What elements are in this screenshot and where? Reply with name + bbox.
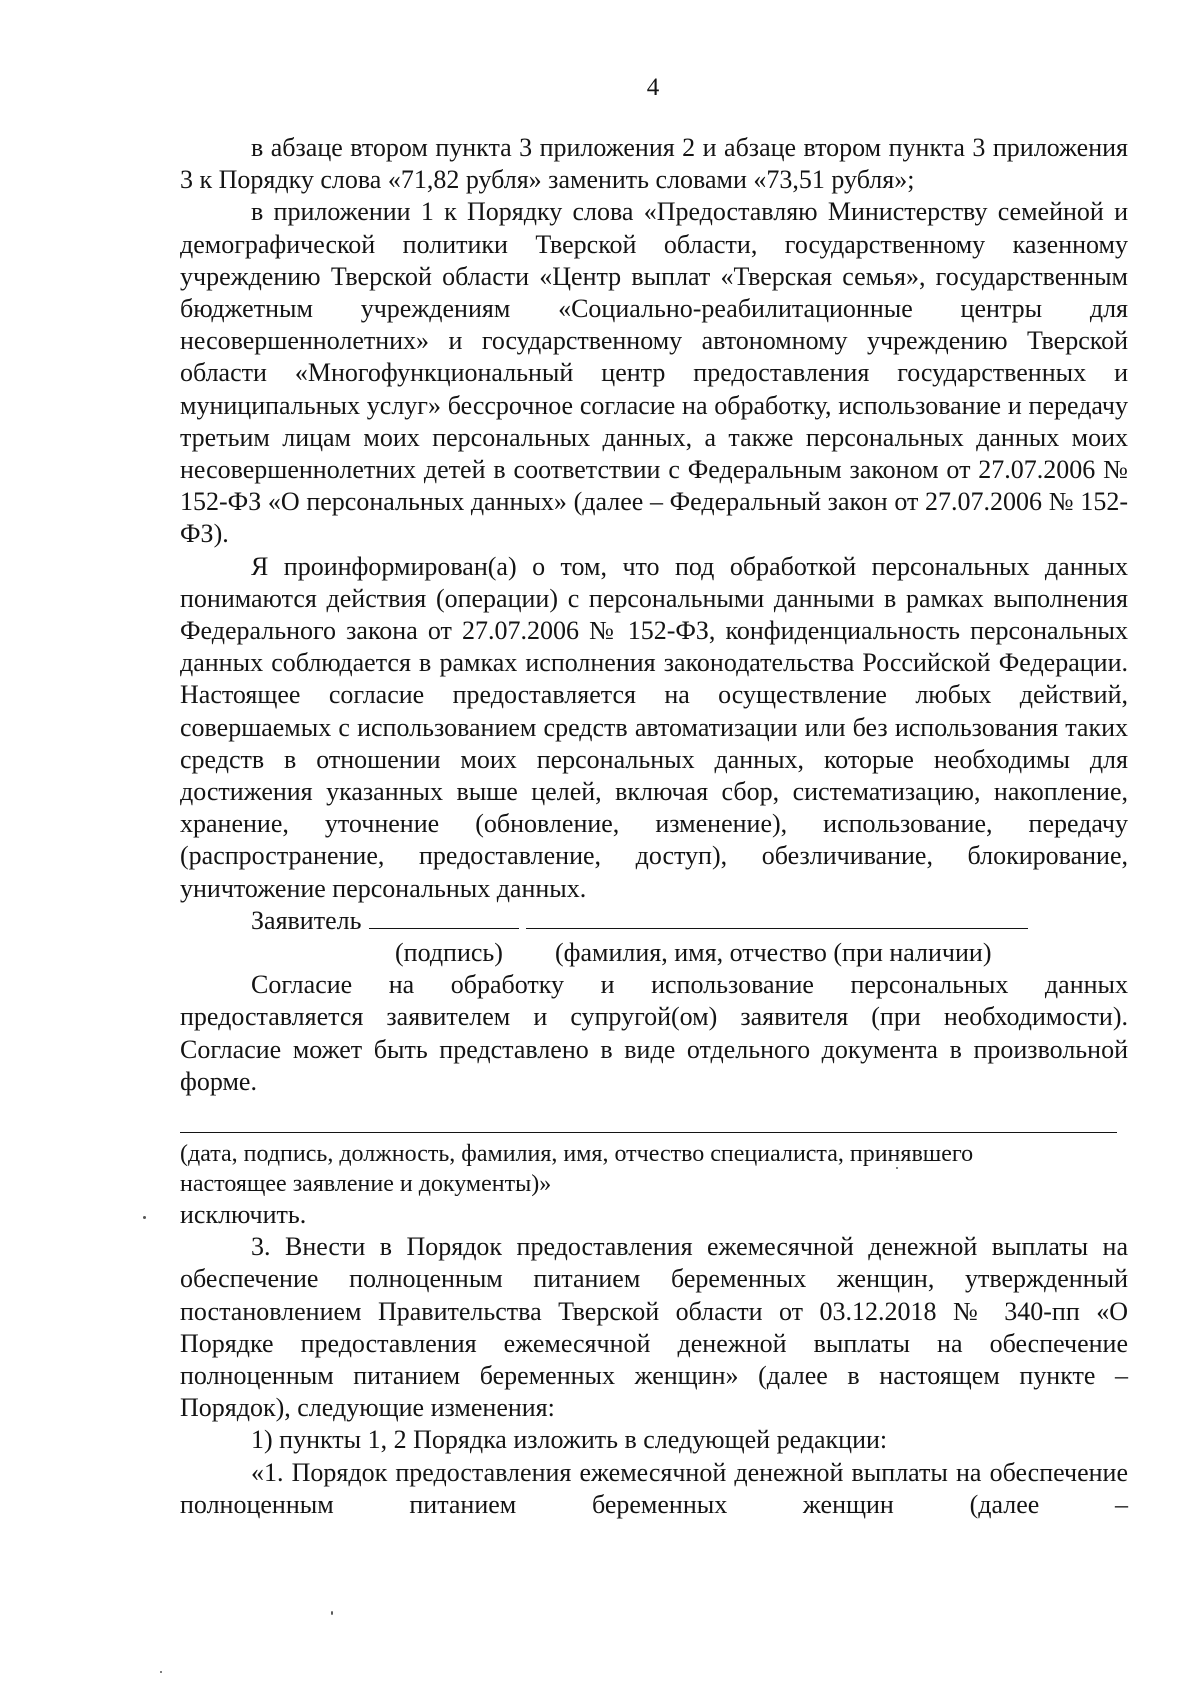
paragraph-consent-note: Согласие на обработку и использование персональных данных предоставляется заявителем и супругой(ом) заявителя (при необходимости). Согласие может быть представлено в виде отдельного документа в произвольной форме.: [180, 970, 1128, 1096]
scan-speck: [143, 1216, 146, 1219]
scan-speck: [896, 1167, 898, 1169]
fullname-blank-line: [526, 908, 1028, 929]
signature-captions: [180, 937, 1128, 969]
paragraph-informed-notice: Я проинформирован(а) о том, что под обработкой персональных данных понимаются действия (операции) с персональными данными в рамках выполнения Федерального закона от 27.07.2006 № 152-ФЗ, конфиденциальность персональных данных соблюдается в рамках исполнения законодательства Российской Федерации. Настоящее согласие предоставляется на осуществление любых действий, совершаемых с использованием средств автоматизации или без использования таких средств в отношении моих персональных данных, которые необходимы для достижения указанных выше целей, включая сбор, систематизацию, накопление, хранение, уточнение (обновление, изменение), использование, передачу (распространение, предоставление, доступ), обезличивание, блокирование, уничтожение персональных данных.: [180, 551, 1128, 903]
specialist-caption-line-1: (дата, подпись, должность, фамилия, имя, отчество специалиста, принявшего: [180, 1141, 974, 1168]
paragraph-consent-clause: в приложении 1 к Порядку слова «Предоставляю Министерству семейной и демографической политики Тверской области, государственному казенному учреждению Тверской области «Центр выплат «Тверская семья», государственным бюджетным учреждениям «Социально-реабилитационные центры для несовершеннолетних» и государственному автономному учреждению Тверской области «Многофункциональный центр предоставления государственных и муниципальных услуг» бессрочное согласие на обработку, использование и передачу третьим лицам моих персональных данных, а также персональных данных моих несовершеннолетних детей в соответствии с Федеральным законом от 27.07.2006 № 152-ФЗ «О персональных данных» (далее – Федеральный закон от 27.07.2006 № 152-ФЗ).: [180, 197, 1128, 549]
paragraph-section-3: 3. Внести в Порядок предоставления ежемесячной денежной выплаты на обеспечение полноценным питанием беременных женщин, утвержденный постановлением Правительства Тверской области от 03.12.2018 № 340-пп «О Порядке предоставления ежемесячной денежной выплаты на обеспечение полноценным питанием беременных женщин» (далее в настоящем пункте – Порядок), следующие изменения:: [180, 1232, 1128, 1423]
paragraph-order-quote: «1. Порядок предоставления ежемесячной денежной выплаты на обеспечение полноценным питанием беременных женщин (далее –: [180, 1457, 1128, 1519]
page-number: 4: [646, 74, 660, 101]
blank-space: [180, 1098, 1128, 1130]
paragraph-price-amendment: в абзаце втором пункта 3 приложения 2 и абзаце втором пункта 3 приложения 3 к Порядку слова «71,82 рубля» заменить словами «73,51 рубля»;: [180, 133, 1128, 195]
scan-speck: [331, 1611, 333, 1615]
specialist-caption: [180, 1139, 1128, 1199]
scan-speck: [160, 1671, 162, 1673]
paragraph-exclude: исключить.: [180, 1200, 307, 1230]
specialist-blank-line: [180, 1132, 1117, 1133]
applicant-label: Заявитель: [251, 905, 362, 935]
signature-blank-line: [369, 908, 519, 929]
document-body: [180, 132, 1128, 1521]
applicant-signature-row: [180, 905, 1128, 937]
caption-fullname: (фамилия, имя, отчество (при наличии): [555, 938, 992, 968]
specialist-caption-line-2: настоящее заявление и документы)»: [180, 1171, 552, 1198]
caption-signature: (подпись): [395, 938, 503, 968]
paragraph-item-1: 1) пункты 1, 2 Порядка изложить в следующей редакции:: [251, 1425, 888, 1455]
